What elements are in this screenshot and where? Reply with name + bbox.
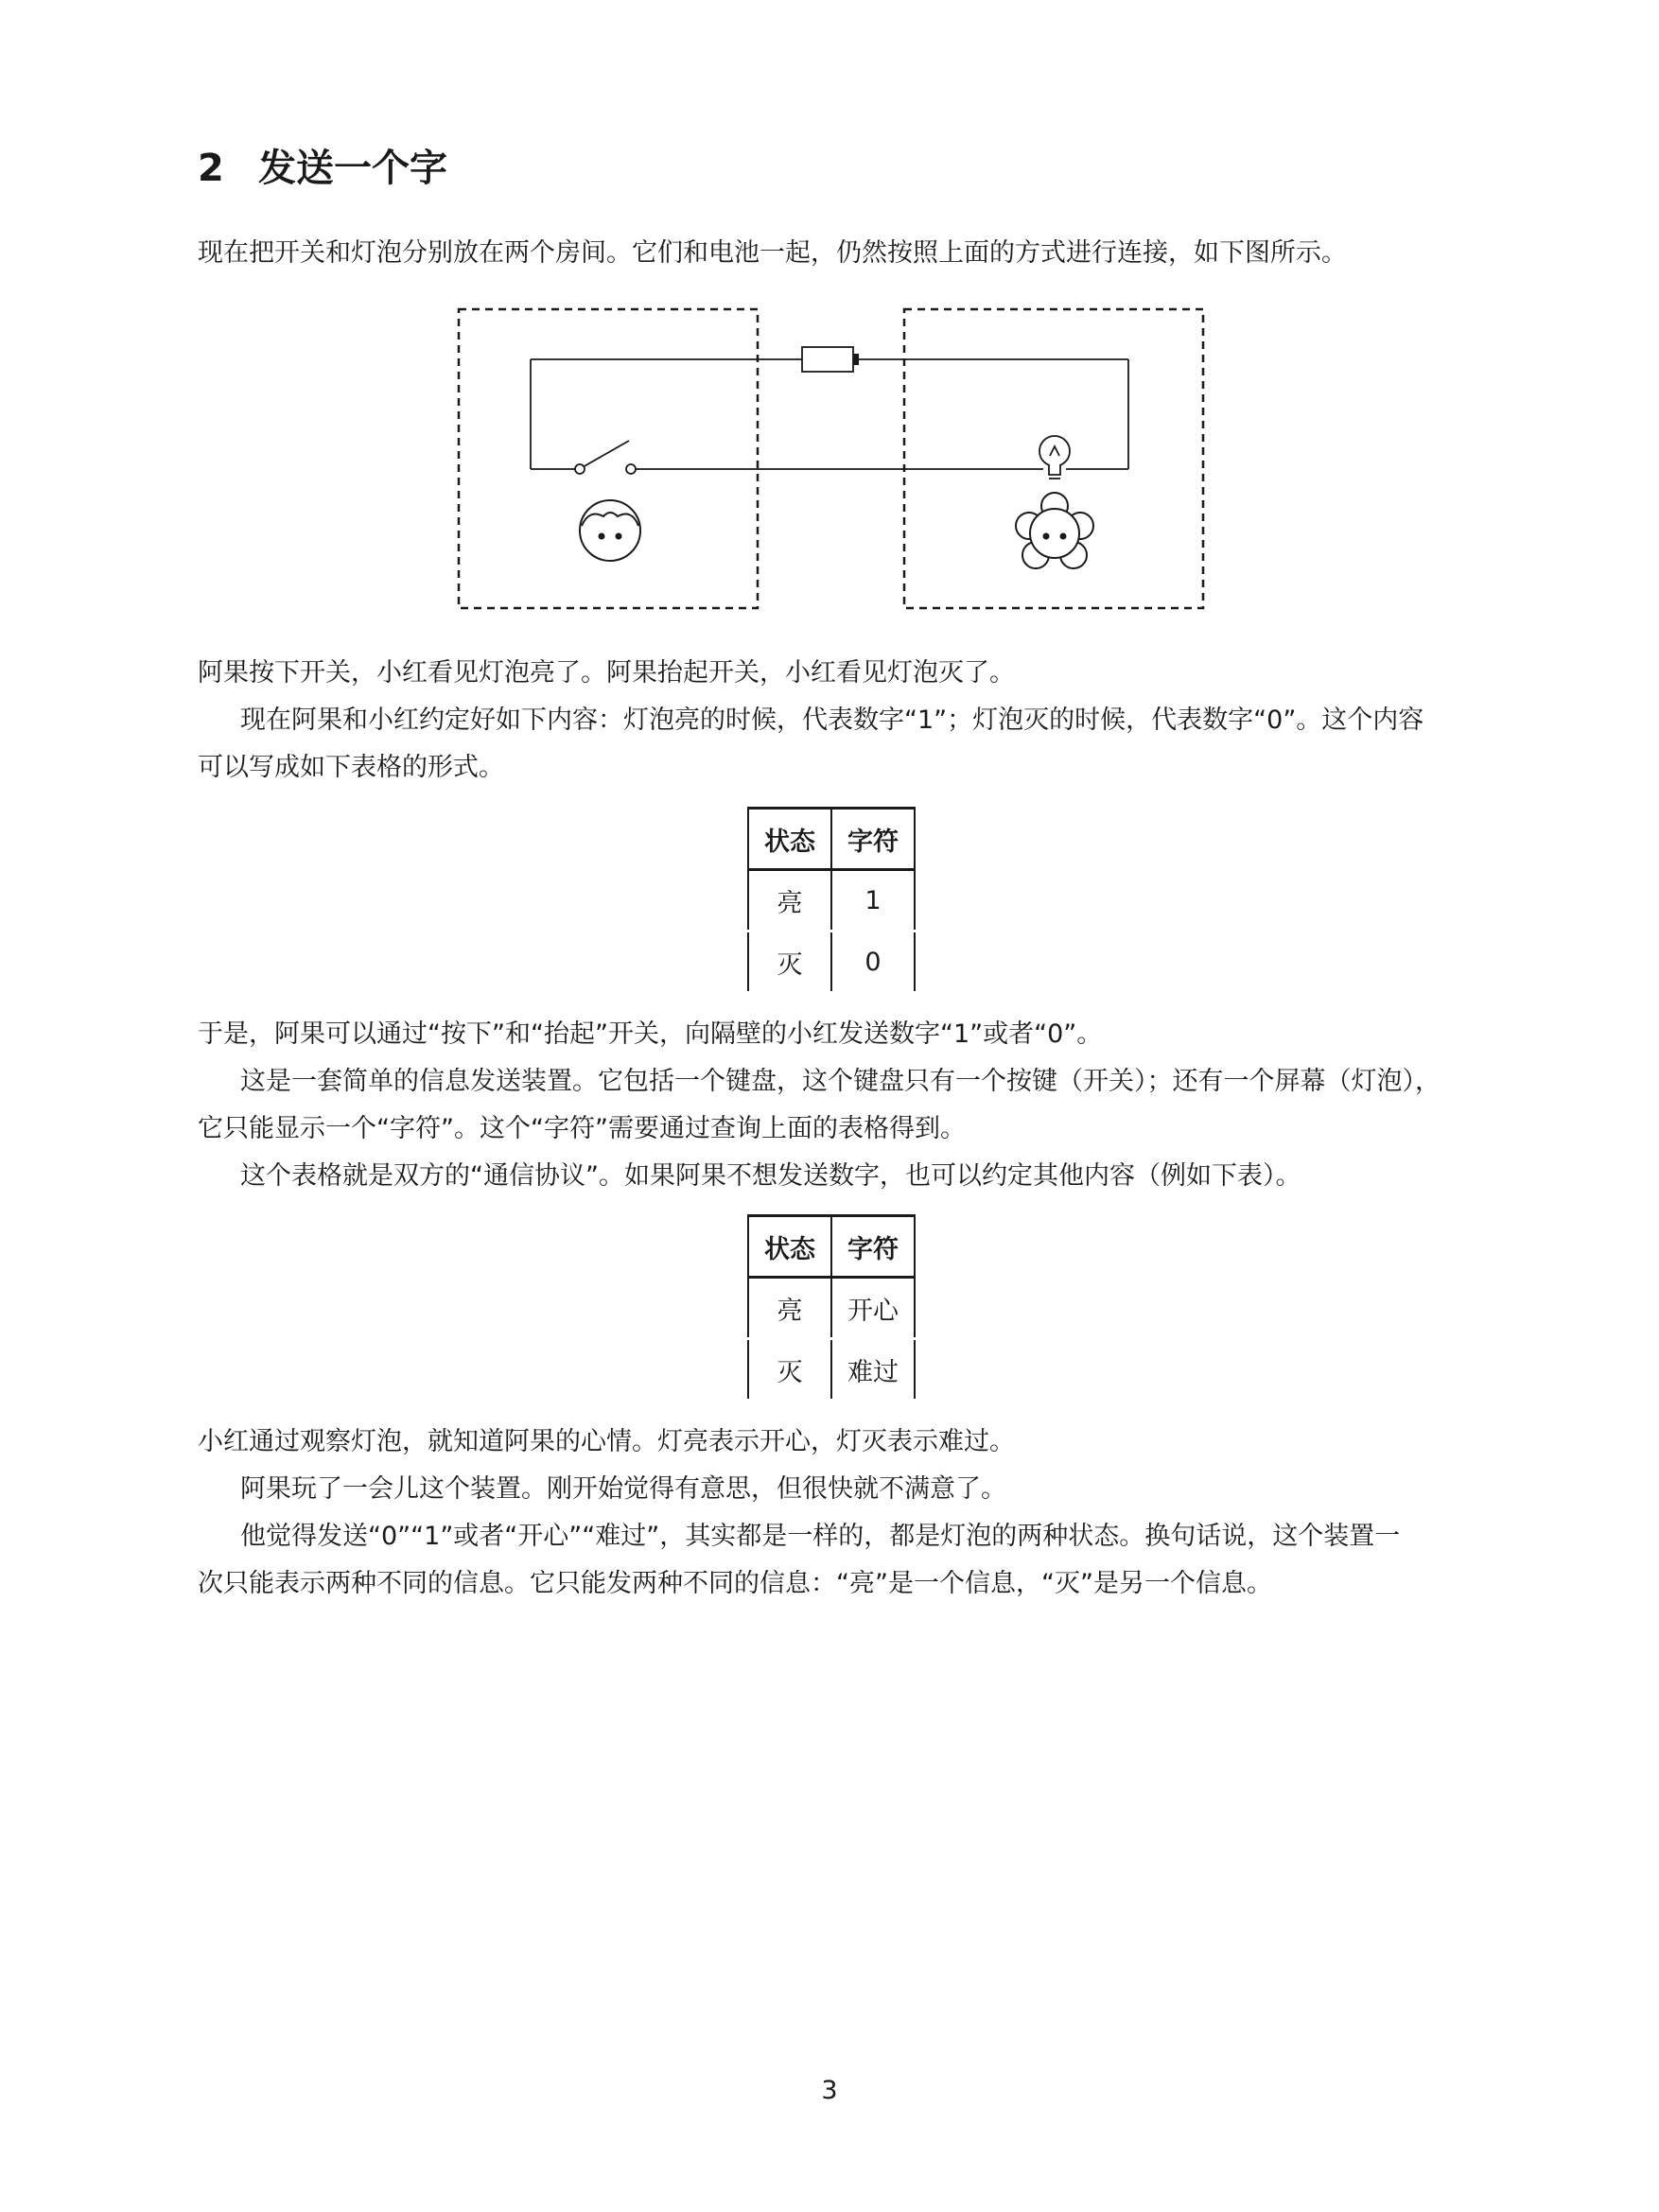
table-cell-char: 难过 — [831, 1339, 915, 1401]
paragraph-protocol: 这个表格就是双方的“通信协议”。如果阿果不想发送数字，也可以约定其他内容（例如下表）。 — [240, 1161, 1301, 1191]
paragraph-not-satisfied: 阿果玩了一会儿这个装置。刚开始觉得有意思，但很快就不满意了。 — [240, 1474, 1006, 1504]
section-title: 发送一个字 — [258, 147, 447, 190]
paragraph-two-states-line2: 次只能表示两种不同的信息。它只能发两种不同的信息：“亮”是一个信息，“灭”是另一个信息。 — [198, 1569, 1272, 1598]
paragraph-device-line1: 这是一套简单的信息发送装置。它包括一个键盘，这个键盘只有一个按键（开关）；还有一个屏幕（灯泡）， — [240, 1067, 1441, 1096]
protocol-table-moods — [747, 1214, 916, 1402]
table-header-row — [748, 1216, 915, 1278]
table-cell-char: 开心 — [831, 1278, 915, 1339]
table-cell-state: 亮 — [748, 1278, 831, 1339]
paragraph-intro: 现在把开关和灯泡分别放在两个房间。它们和电池一起，仍然按照上面的方式进行连接，如下图所示。 — [198, 238, 1347, 268]
switch-icon — [575, 441, 636, 474]
table-header-row — [748, 809, 915, 870]
room-left-boundary — [459, 309, 758, 608]
circuit-diagram — [457, 306, 1214, 618]
paragraph-switch-light: 阿果按下开关，小红看见灯泡亮了。阿果抬起开关，小红看见灯泡灭了。 — [198, 658, 1015, 688]
section-heading — [198, 142, 447, 195]
table-cell-state: 灭 — [748, 932, 831, 993]
table-header-char: 字符 — [831, 809, 915, 870]
girl-avatar-icon — [1016, 493, 1093, 568]
table-header-state: 状态 — [748, 1216, 831, 1278]
light-bulb-icon — [1039, 436, 1070, 479]
table-cell-char: 0 — [831, 932, 915, 993]
section-number: 2 — [198, 147, 224, 190]
table-row — [748, 1278, 915, 1339]
table-row — [748, 932, 915, 993]
battery-icon — [802, 347, 859, 372]
boy-avatar-icon — [580, 500, 640, 561]
paragraph-send-digit: 于是，阿果可以通过“按下”和“抬起”开关，向隔壁的小红发送数字“1”或者“0”。 — [198, 1019, 1103, 1049]
table-cell-char: 1 — [831, 870, 915, 932]
table-row — [748, 1339, 915, 1401]
protocol-table-digits — [747, 807, 916, 994]
paragraph-mood: 小红通过观察灯泡，就知道阿果的心情。灯亮表示开心，灯灭表示难过。 — [198, 1427, 1015, 1456]
paragraph-device-line2: 它只能显示一个“字符”。这个“字符”需要通过查询上面的表格得到。 — [198, 1114, 966, 1143]
paragraph-agreement-line1: 现在阿果和小红约定好如下内容：灯泡亮的时候，代表数字“1”；灯泡灭的时候，代表数字“0”。这个内容 — [240, 705, 1424, 735]
paragraph-agreement-line2: 可以写成如下表格的形式。 — [198, 753, 504, 782]
table-header-state: 状态 — [748, 809, 831, 870]
table-header-char: 字符 — [831, 1216, 915, 1278]
table-cell-state: 亮 — [748, 870, 831, 932]
page-number: 3 — [821, 2076, 838, 2105]
paragraph-two-states-line1: 他觉得发送“0”“1”或者“开心”“难过”，其实都是一样的，都是灯泡的两种状态。换句话说，这个装置一 — [240, 1522, 1401, 1551]
table-cell-state: 灭 — [748, 1339, 831, 1401]
table-row — [748, 870, 915, 932]
